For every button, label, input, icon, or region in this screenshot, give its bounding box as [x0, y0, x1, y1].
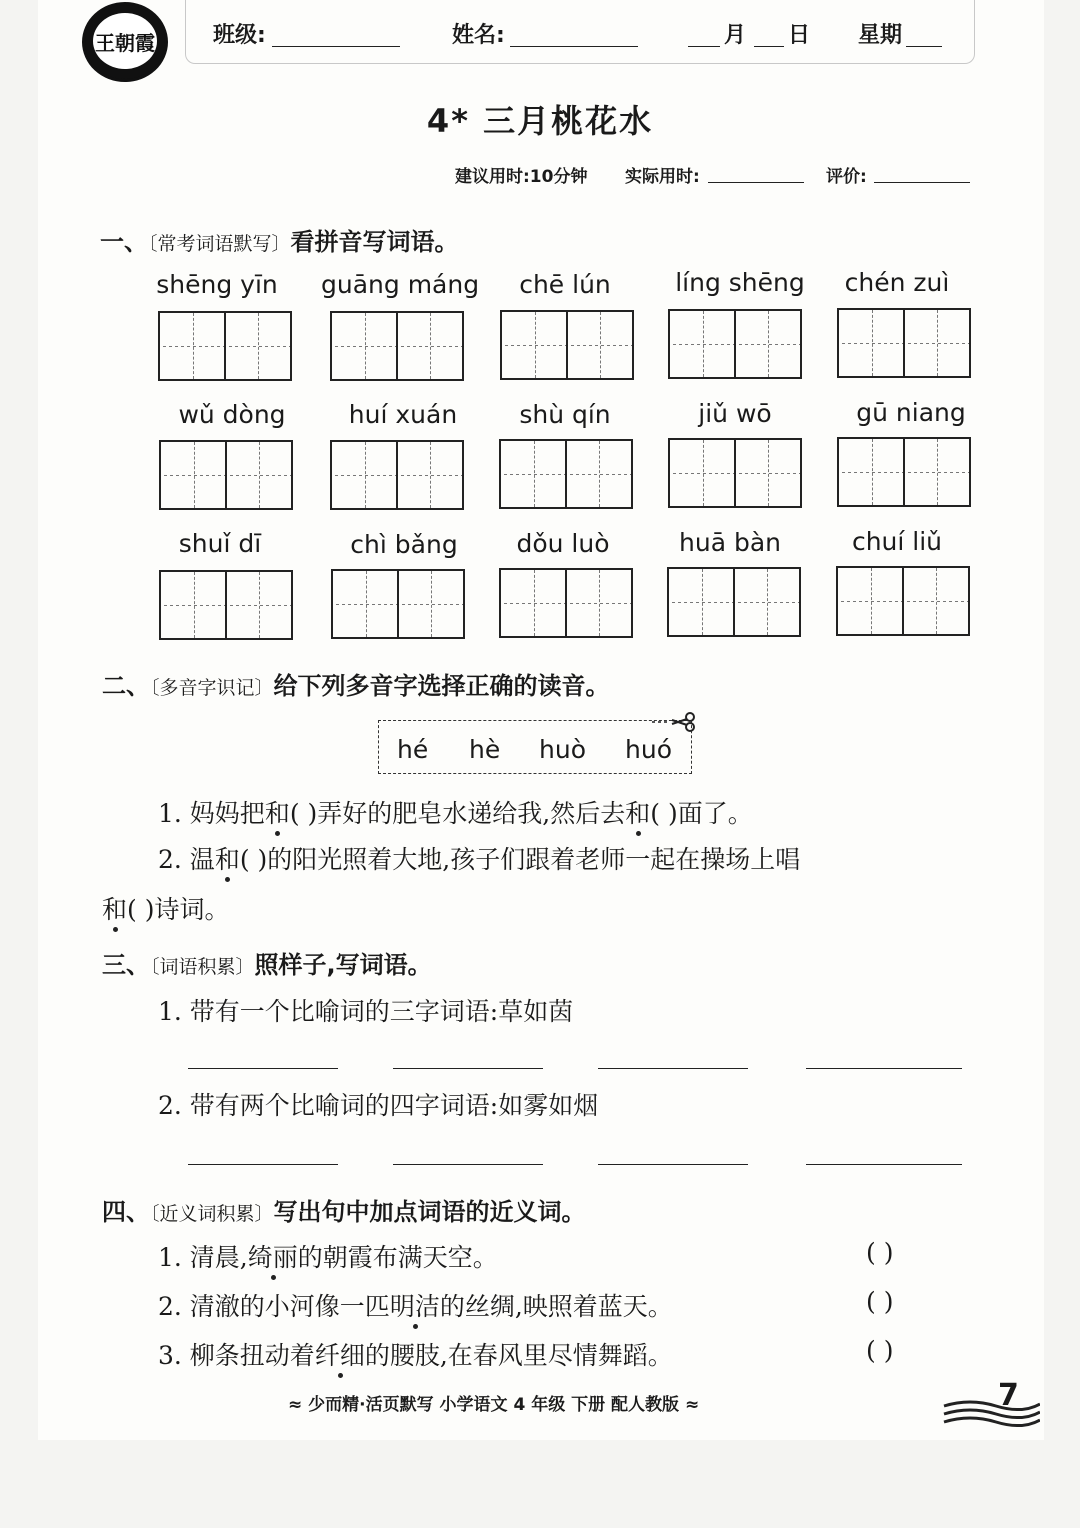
section4-question-3: [158, 1336, 673, 1372]
pinyin-label: gū niang: [856, 398, 966, 427]
publisher-logo: [82, 2, 168, 82]
option-he2: hé: [397, 735, 429, 764]
logo-text: 王朝霞: [93, 13, 157, 69]
section4-instruction: 写出句中加点词语的近义词。: [273, 1198, 586, 1226]
section1-tag: 〔常考词语默写〕: [148, 233, 291, 255]
answer-line[interactable]: [393, 1164, 543, 1165]
writing-grid[interactable]: [159, 570, 293, 640]
name-label: 姓名:: [452, 23, 505, 48]
pinyin-label: líng shēng: [675, 268, 805, 297]
s4q2-text-c: 的丝绸,映照着蓝天。: [439, 1292, 673, 1321]
s4q2-dotted-word: 明洁: [389, 1292, 440, 1321]
answer-line[interactable]: [598, 1164, 748, 1165]
pinyin-label: chén zuì: [844, 268, 950, 297]
q1-text-a: 1. 妈妈把: [158, 799, 265, 828]
writing-grid[interactable]: [837, 308, 971, 378]
answer-line[interactable]: [393, 1068, 543, 1069]
writing-grid[interactable]: [668, 438, 802, 508]
scissors-icon: [650, 710, 698, 734]
header-box: [185, 0, 975, 64]
section2-question-2-line1: [158, 840, 800, 876]
writing-grid[interactable]: [330, 440, 464, 510]
q1-text-c: ( )弄好的肥皂水递给我,然后去: [289, 799, 626, 828]
q1-dotted-char-1: 和: [264, 799, 290, 828]
section1-heading: [100, 222, 459, 257]
pinyin-label: wǔ dòng: [178, 400, 286, 429]
pinyin-label: shēng yīn: [156, 270, 278, 299]
writing-grid[interactable]: [159, 440, 293, 510]
answer-line[interactable]: [598, 1068, 748, 1069]
s4q1-text-c: 的朝霞布满天空。: [297, 1243, 498, 1272]
day-label: 日: [788, 23, 811, 48]
q2-text-c: ( )的阳光照着大地,孩子们跟着老师一起在操场上唱: [239, 845, 801, 874]
pinyin-label: huí xuán: [348, 400, 458, 429]
option-huo2: huó: [625, 735, 672, 764]
s4q3-text-a: 3. 柳条扭动着: [158, 1341, 315, 1370]
writing-grid[interactable]: [836, 566, 970, 636]
option-huo4: huò: [539, 735, 586, 764]
section2-question-2-line2: [102, 890, 229, 926]
section2-question-1: [158, 794, 753, 830]
class-field[interactable]: [272, 46, 400, 47]
section4-question-2: [158, 1287, 673, 1323]
pinyin-label: guāng máng: [321, 270, 480, 299]
pinyin-label: chuí liǔ: [851, 527, 943, 556]
footer-series-text: ≈ 少而精·活页默写 小学语文 4 年级 下册 配人教版 ≈: [288, 1395, 700, 1415]
pinyin-label: shù qín: [519, 400, 611, 429]
section4-number: 四、: [102, 1198, 150, 1226]
section3-tag: 〔词语积累〕: [150, 956, 255, 978]
class-label: 班级:: [213, 23, 266, 48]
writing-grid[interactable]: [667, 567, 801, 637]
actual-time-field[interactable]: [708, 182, 804, 183]
pinyin-label: huā bàn: [679, 528, 781, 557]
wave-decoration-icon: [940, 1392, 1040, 1428]
writing-grid[interactable]: [499, 439, 633, 509]
q2-text-a: 2. 温: [158, 845, 215, 874]
option-he4: hè: [469, 735, 501, 764]
answer-line[interactable]: [188, 1068, 338, 1069]
writing-grid[interactable]: [500, 310, 634, 380]
month-label: 月: [724, 23, 747, 48]
q2-dotted-char-1: 和: [214, 845, 240, 874]
rating-field[interactable]: [874, 182, 970, 183]
writing-grid[interactable]: [331, 569, 465, 639]
answer-blank[interactable]: ( ): [866, 1287, 894, 1316]
section2-instruction: 给下列多音字选择正确的读音。: [273, 672, 610, 700]
pinyin-label: jiǔ wō: [698, 399, 772, 428]
answer-blank[interactable]: ( ): [866, 1336, 894, 1365]
pinyin-label: shuǐ dī: [178, 529, 262, 558]
section1-instruction: 看拼音写词语。: [290, 228, 459, 256]
section2-tag: 〔多音字识记〕: [150, 677, 274, 699]
actual-time-label: 实际用时:: [625, 167, 700, 187]
writing-grid[interactable]: [668, 309, 802, 379]
suggested-time: 建议用时:10分钟: [455, 167, 588, 187]
q2-dotted-char-2: 和: [102, 895, 128, 924]
page-title: 4* 三月桃花水: [426, 102, 654, 140]
section3-number: 三、: [102, 951, 150, 979]
page-number: 7: [998, 1378, 1019, 1413]
month-field[interactable]: [688, 46, 720, 47]
q1-dotted-char-2: 和: [625, 799, 651, 828]
rating-label: 评价:: [826, 167, 867, 187]
writing-grid[interactable]: [158, 311, 292, 381]
section4-heading: [102, 1192, 586, 1227]
writing-grid[interactable]: [499, 568, 633, 638]
pinyin-label: chē lún: [519, 270, 611, 299]
s4q3-text-c: 的腰肢,在春风里尽情舞蹈。: [364, 1341, 673, 1370]
section3-question-1: 1. 带有一个比喻词的三字词语:草如茵: [158, 997, 574, 1026]
s4q1-dotted-word: 绮丽: [247, 1243, 298, 1272]
answer-line[interactable]: [806, 1068, 962, 1069]
writing-grid[interactable]: [837, 437, 971, 507]
answer-blank[interactable]: ( ): [866, 1238, 894, 1267]
weekday-field[interactable]: [906, 46, 942, 47]
q1-text-e: ( )面了。: [650, 799, 753, 828]
q2-text-e: ( )诗词。: [127, 895, 230, 924]
name-field[interactable]: [510, 46, 638, 47]
section4-tag: 〔近义词积累〕: [150, 1203, 274, 1225]
section3-instruction: 照样子,写词语。: [254, 951, 432, 979]
reading-options-box: [378, 720, 692, 774]
s4q2-text-a: 2. 清澈的小河像一匹: [158, 1292, 390, 1321]
section2-number: 二、: [102, 672, 150, 700]
answer-line[interactable]: [806, 1164, 962, 1165]
day-field[interactable]: [754, 46, 784, 47]
s4q1-text-a: 1. 清晨,: [158, 1243, 248, 1272]
section2-heading: [102, 666, 610, 701]
answer-line[interactable]: [188, 1164, 338, 1165]
section3-question-2: 2. 带有两个比喻词的四字词语:如雾如烟: [158, 1091, 599, 1120]
section1-number: 一、: [100, 228, 148, 256]
pinyin-label: chì bǎng: [350, 530, 458, 559]
s4q3-dotted-word: 纤细: [314, 1341, 365, 1370]
weekday-label: 星期: [858, 23, 903, 48]
section4-question-1: [158, 1238, 498, 1274]
section3-heading: [102, 945, 432, 980]
pinyin-label: dǒu luò: [516, 529, 610, 558]
writing-grid[interactable]: [330, 311, 464, 381]
